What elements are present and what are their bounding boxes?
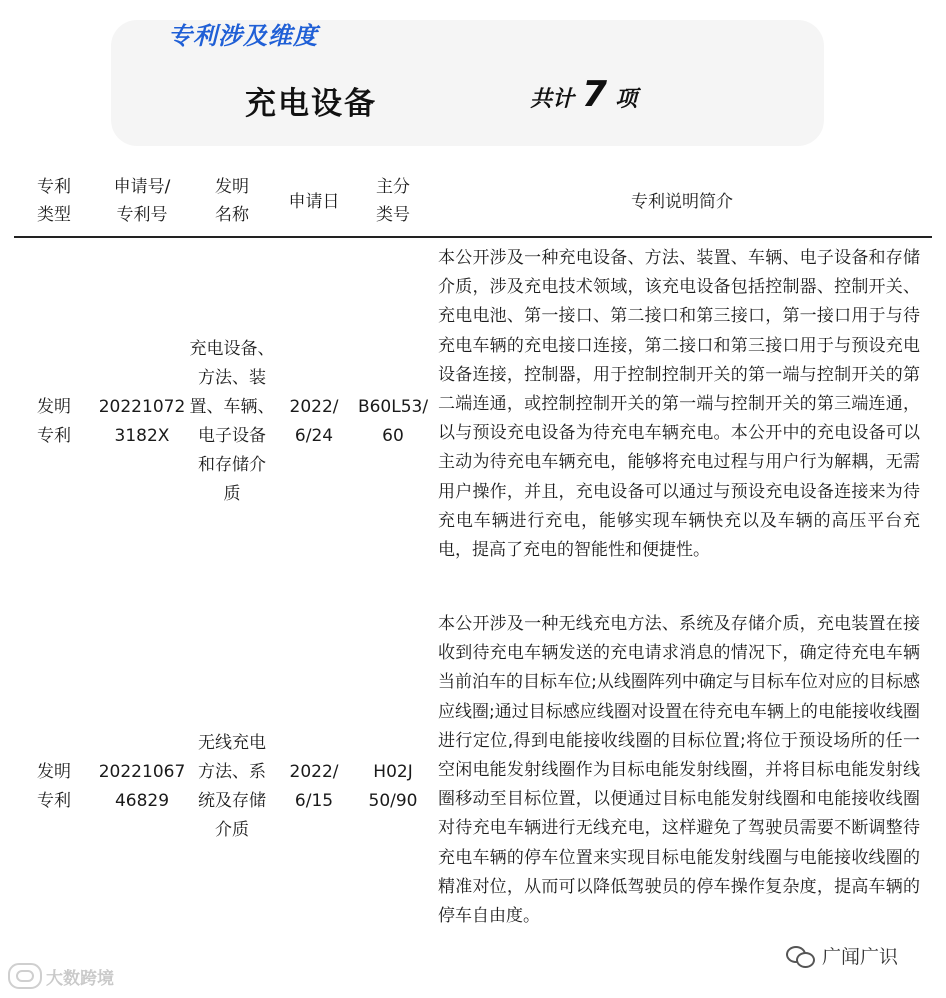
column-header-name bbox=[192, 173, 272, 229]
cell-line: 方法、装 bbox=[198, 368, 266, 388]
cell-name bbox=[186, 335, 278, 509]
column-header-date bbox=[276, 188, 352, 216]
watermark-left-text: 大数跨境 bbox=[46, 968, 114, 989]
column-header-app-no bbox=[94, 173, 190, 229]
cell-line: 统及存储 bbox=[198, 791, 266, 811]
cell-line: 20221072 bbox=[98, 397, 186, 417]
total-suffix: 项 bbox=[615, 87, 638, 112]
column-header-line: 名称 bbox=[215, 205, 249, 225]
cell-line: 方法、系 bbox=[198, 762, 266, 782]
header-rule bbox=[14, 236, 932, 238]
cell-line: 专利 bbox=[37, 791, 71, 811]
column-header-line: 申请号/ bbox=[113, 177, 171, 197]
cell-app-no bbox=[94, 393, 190, 451]
column-header-line: 类号 bbox=[376, 205, 410, 225]
cell-line: 发明 bbox=[37, 397, 71, 417]
cell-line: 无线充电 bbox=[198, 733, 266, 753]
column-header-line: 申请日 bbox=[288, 192, 340, 212]
cell-description: 本公开涉及一种充电设备、方法、装置、车辆、电子设备和存储介质，涉及充电技术领域，该充电设备包括控制器、控制开关、充电电池、第一接口、第二接口和第三接口，第一接口用于与待充电车辆的充电接口连接，第二接口和第三接口用于与预设充电设备连接，控制器，用于控制控制开关的第一端与控制开关的第二端连通，或控制控制开关的第一端与控制开关的第三端连通，以与预设充电设备为待充电车辆充电。本公开中的充电设备可以主动为待充电车辆充电，能够将充电过程与用户行为解耦，无需用户操作，并且，充电设备可以通过与预设充电设备连接来为待充电车辆进行充电，能够实现车辆快充以及车辆的高压平台充电，提高了充电的智能性和便捷性。 bbox=[438, 248, 920, 561]
column-header-type bbox=[24, 173, 84, 229]
column-header-line: 专利号 bbox=[116, 205, 168, 225]
total-prefix: 共计 bbox=[530, 87, 575, 112]
cell-line: 介质 bbox=[215, 820, 249, 840]
cell-type bbox=[24, 758, 84, 816]
cell-line: 充电设备、 bbox=[189, 339, 275, 359]
cell-name bbox=[186, 729, 278, 845]
total-number: 7 bbox=[582, 74, 608, 115]
watermark-left bbox=[8, 963, 114, 989]
category-title: 充电设备 bbox=[245, 86, 377, 122]
cell-line: 3182X bbox=[114, 426, 170, 446]
cell-ipc bbox=[352, 758, 434, 816]
cell-line: 60 bbox=[382, 426, 404, 446]
cell-line: 专利 bbox=[37, 426, 71, 446]
cell-ipc bbox=[352, 393, 434, 451]
column-header-line: 专利说明简介 bbox=[631, 192, 733, 212]
column-header-line: 专利 bbox=[37, 177, 71, 197]
cell-line: H02J bbox=[373, 762, 413, 782]
cell-line: 46829 bbox=[114, 791, 170, 811]
cell-date bbox=[276, 393, 352, 451]
cell-type bbox=[24, 393, 84, 451]
watermark-right bbox=[786, 942, 898, 969]
cell-date bbox=[276, 758, 352, 816]
cell-line: 发明 bbox=[37, 762, 71, 782]
cell-app-no bbox=[94, 758, 190, 816]
cell-line: 6/24 bbox=[294, 426, 334, 446]
cell-description: 本公开涉及一种无线充电方法、系统及存储介质，充电装置在接收到待充电车辆发送的充电请求消息的情况下，确定待充电车辆当前泊车的目标车位;从线圈阵列中确定与目标车位对应的目标感应线圈;通过目标感应线圈对设置在待充电车辆上的电能接收线圈进行定位,得到电能接收线圈的目标位置;将位于预设场所的任一空闲电能发射线圈作为目标电能发射线圈，并将目标电能发射线圈移动至目标位置，以便通过目标电能发射线圈和电能接收线圈对待充电车辆进行无线充电，这样避免了驾驶员需要不断调整待充电车辆的停车位置来实现目标电能发射线圈与电能接收线圈的精准对位，从而可以降低驾驶员的停车操作复杂度，提高车辆的停车自由度。 bbox=[438, 614, 920, 927]
cell-line: 和存储介 bbox=[198, 455, 266, 475]
column-header-line: 类型 bbox=[37, 205, 71, 225]
cell-line: 置、车辆、 bbox=[189, 397, 275, 417]
cell-line: 50/90 bbox=[368, 791, 418, 811]
cell-line: 6/15 bbox=[294, 791, 334, 811]
dimension-title: 专利涉及维度 bbox=[168, 22, 318, 50]
column-header-description bbox=[438, 188, 926, 216]
cell-line: B60L53/ bbox=[357, 397, 429, 417]
column-header-ipc bbox=[354, 173, 432, 229]
cell-line: 2022/ bbox=[289, 762, 339, 782]
total-count bbox=[530, 74, 637, 115]
watermark-right-text: 广闻广识 bbox=[822, 946, 899, 968]
wechat-icon bbox=[786, 944, 814, 968]
column-header-line: 主分 bbox=[376, 177, 410, 197]
cell-line: 2022/ bbox=[289, 397, 339, 417]
cell-line: 20221067 bbox=[98, 762, 186, 782]
column-header-line: 发明 bbox=[215, 177, 249, 197]
cell-line: 质 bbox=[223, 484, 241, 504]
cell-line: 电子设备 bbox=[198, 426, 266, 446]
watermark-logo-icon bbox=[8, 963, 42, 989]
